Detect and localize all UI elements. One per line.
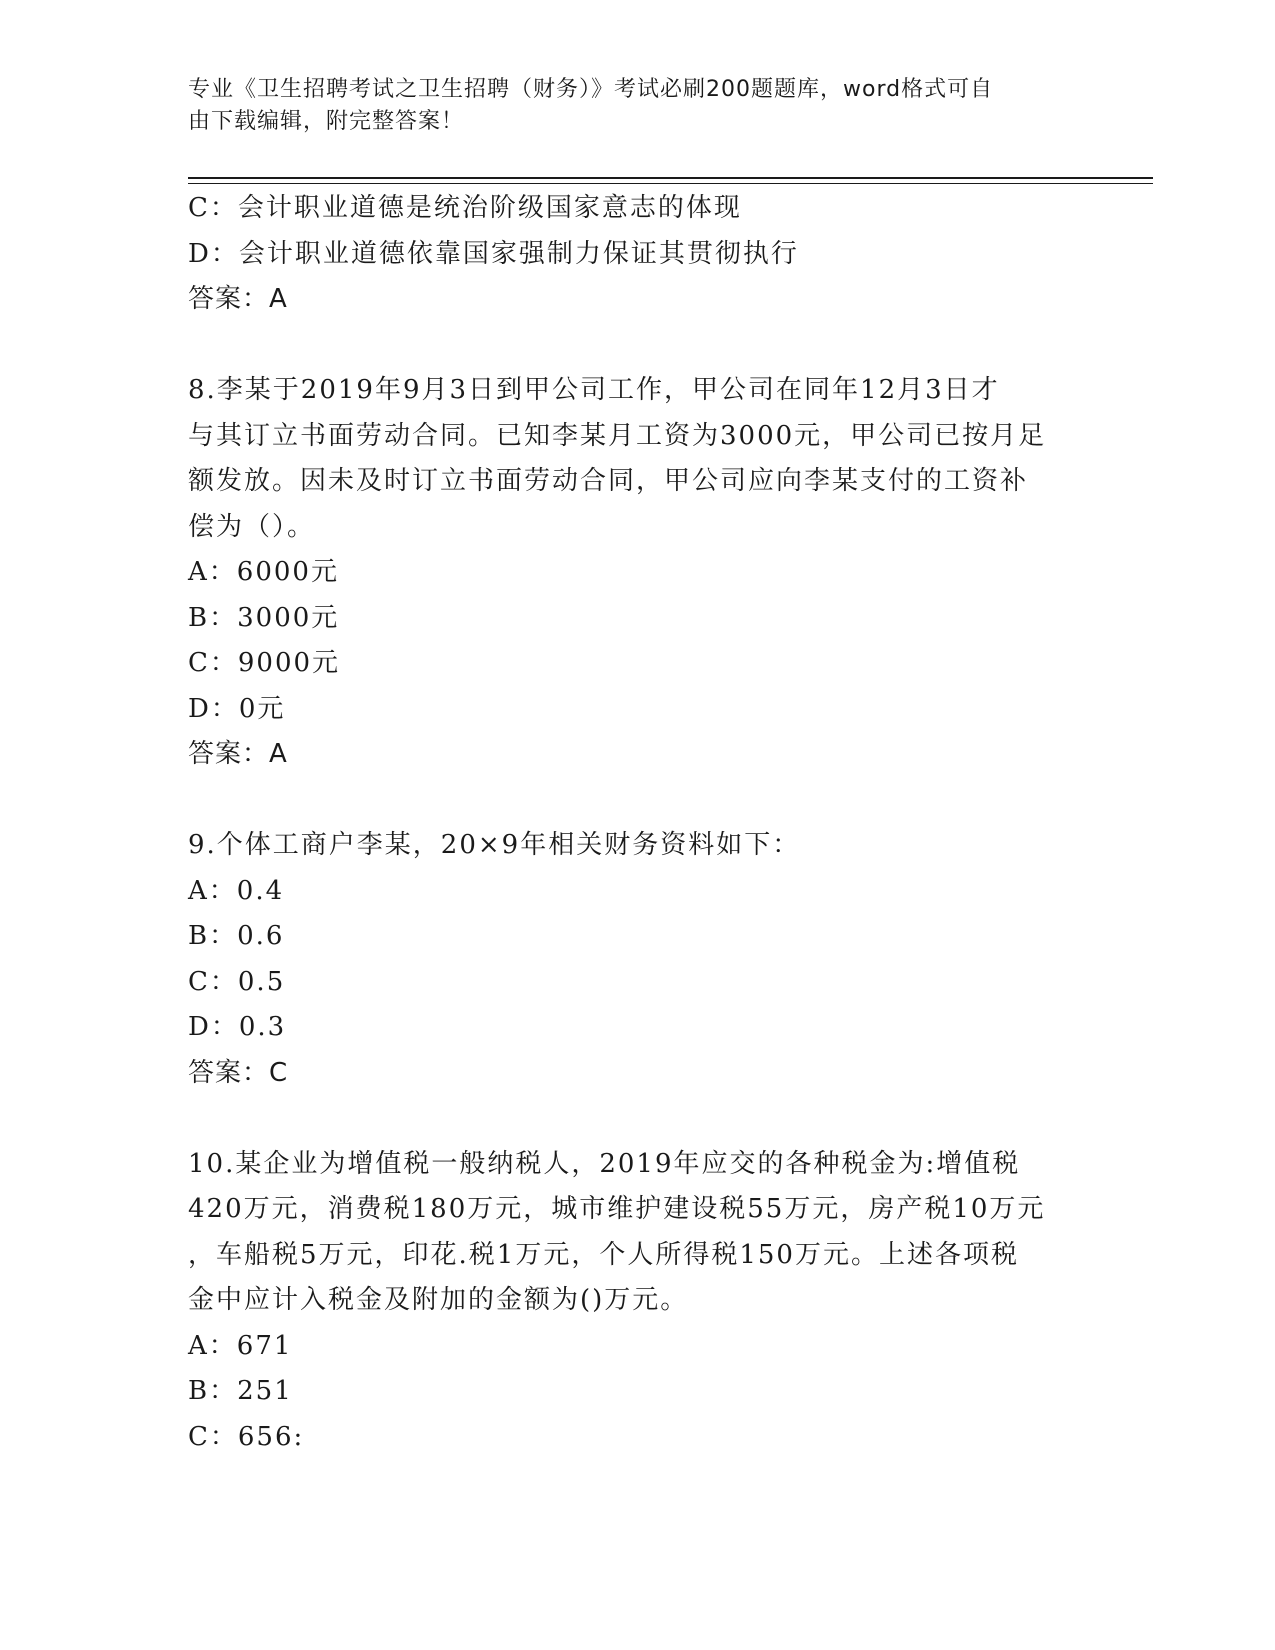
answer: 答案：C — [188, 1057, 289, 1088]
answer: 答案：A — [188, 284, 288, 314]
option-a: A：671 — [188, 1330, 293, 1361]
spacer — [188, 323, 1088, 369]
question-stem-line: 与其订立书面劳动合同。已知李某月工资为3000元，甲公司已按月足 — [188, 420, 1047, 451]
question-7-tail — [188, 186, 1088, 323]
header-line-1: 专业《卫生招聘考试之卫生招聘（财务）》考试必刷200题题库，word格式可自 — [188, 77, 994, 102]
option-b: B：0.6 — [188, 921, 285, 951]
option-d: D：会计职业道德依靠国家强制力保证其贯彻执行 — [188, 238, 799, 269]
option-c: C：0.5 — [188, 966, 286, 997]
document-header — [188, 74, 1068, 138]
answer: 答案：A — [188, 739, 288, 769]
header-divider-thick — [188, 177, 1153, 179]
option-c: C：会计职业道德是统治阶级国家意志的体现 — [188, 193, 742, 223]
question-stem-line: ，车船税5万元，印花.税1万元，个人所得税150万元。上述各项税 — [188, 1239, 1019, 1270]
option-b: B：251 — [188, 1376, 293, 1406]
option-a: A：6000元 — [188, 557, 339, 587]
option-d: D：0元 — [188, 693, 286, 724]
question-stem-line: 420万元，消费税180万元，城市维护建设税55万元，房产税10万元 — [188, 1194, 1046, 1224]
question-stem-line: 额发放。因未及时订立书面劳动合同，甲公司应向李某支付的工资补 — [188, 466, 1029, 496]
option-c: C：9000元 — [188, 648, 341, 678]
option-d: D：0.3 — [188, 1012, 287, 1042]
spacer — [188, 1096, 1088, 1142]
option-c: C：656: — [188, 1421, 305, 1452]
option-b: B：3000元 — [188, 602, 340, 633]
document-body — [188, 186, 1088, 1460]
question-8 — [188, 368, 1088, 778]
question-stem-line: 偿为（）。 — [188, 511, 316, 542]
question-10 — [188, 1142, 1088, 1461]
option-a: A：0.4 — [188, 875, 285, 906]
spacer — [188, 778, 1088, 824]
question-9 — [188, 823, 1088, 1096]
question-stem-line: 金中应计入税金及附加的金额为()万元。 — [188, 1285, 689, 1315]
question-stem-line: 8.李某于2019年9月3日到甲公司工作，甲公司在同年12月3日才 — [188, 375, 1000, 405]
question-stem-line: 10.某企业为增值税一般纳税人，2019年应交的各种税金为:增值税 — [188, 1148, 1021, 1179]
question-stem-line: 9.个体工商户李某，20×9年相关财务资料如下： — [188, 830, 801, 860]
header-line-2: 由下载编辑，附完整答案！ — [188, 109, 465, 134]
header-divider-thin — [188, 183, 1153, 184]
